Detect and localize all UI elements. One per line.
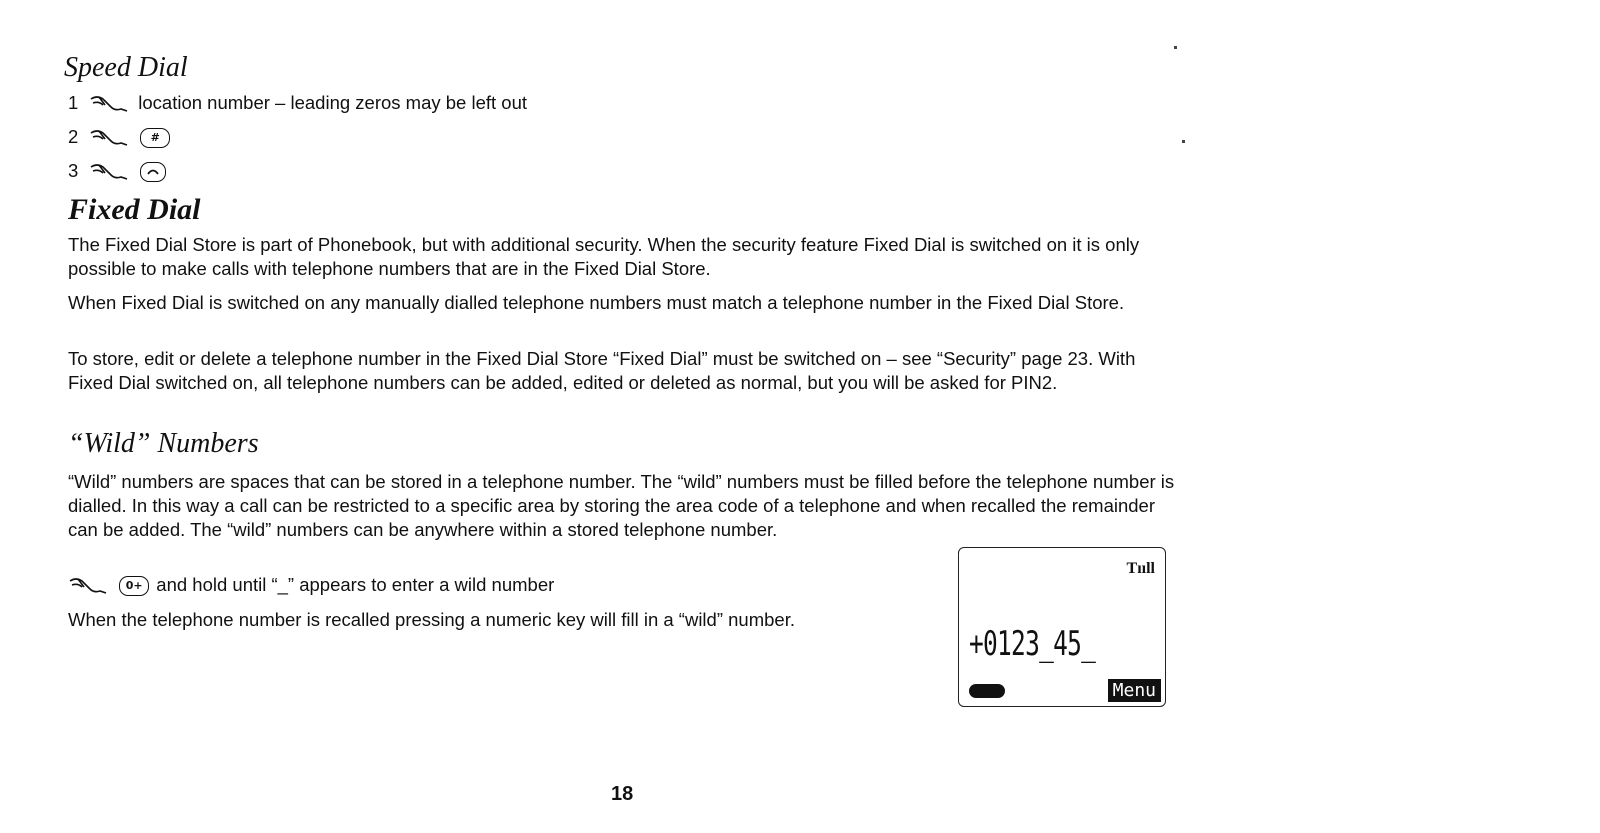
keypad-hand-icon <box>89 93 129 115</box>
speed-dial-step-1-text: location number – leading zeros may be left out <box>138 92 528 113</box>
keypad-hand-icon <box>89 161 129 183</box>
speed-dial-step-3 <box>68 159 168 183</box>
phone-display <box>958 547 1166 707</box>
signal-strength-icon: Tııll <box>1126 560 1155 577</box>
wild-numbers-heading: “Wild” Numbers <box>68 428 259 459</box>
scan-speck <box>1182 140 1185 143</box>
speed-dial-step-1 <box>68 91 527 115</box>
wild-numbers-instruction <box>68 573 554 597</box>
step-number: 3 <box>68 160 79 181</box>
dialled-number: +0123_45_ <box>969 624 1096 664</box>
step-number: 1 <box>68 92 79 113</box>
menu-softkey-label: Menu <box>1108 679 1161 702</box>
scan-speck <box>1174 46 1177 49</box>
fixed-dial-paragraph-3: To store, edit or delete a telephone number in the Fixed Dial Store “Fixed Dial” must be switched on – see “Security” page 23. With Fixed Dial switched on, all telephone numbers can be added, edited or deleted as normal, but you will be asked for PIN2. <box>68 348 1136 393</box>
fixed-dial-paragraph-1: The Fixed Dial Store is part of Phonebook, but with additional security. When the security feature Fixed Dial is switched on it is only possible to make calls with telephone numbers that are in the Fixed Dial Store. <box>68 234 1140 279</box>
battery-icon <box>969 684 1005 698</box>
keypad-hand-icon <box>68 575 108 597</box>
wild-numbers-instruction-text: and hold until “_” appears to enter a wild number <box>156 574 555 595</box>
hash-key-icon: # <box>140 128 170 148</box>
keypad-hand-icon <box>89 127 129 149</box>
speed-dial-step-2 <box>68 125 172 149</box>
fixed-dial-heading: Fixed Dial <box>68 193 201 226</box>
page-number: 18 <box>611 783 634 805</box>
send-key-icon <box>140 162 166 182</box>
fixed-dial-paragraph-2: When Fixed Dial is switched on any manually dialled telephone numbers must match a telephone number in the Fixed Dial Store. <box>68 292 1125 313</box>
wild-numbers-note: When the telephone number is recalled pressing a numeric key will fill in a “wild” number. <box>68 609 795 630</box>
step-number: 2 <box>68 126 79 147</box>
speed-dial-heading: Speed Dial <box>64 52 188 83</box>
zero-plus-key-icon: 0+ <box>119 576 149 596</box>
wild-numbers-intro: “Wild” numbers are spaces that can be stored in a telephone number. The “wild” numbers must be filled before the telephone number is dialled. In this way a call can be restricted to a specific area by storing the area code of a telephone and when recalled the remainder can be added. The “wild” numbers can be anywhere within a stored telephone number. <box>68 471 1175 540</box>
